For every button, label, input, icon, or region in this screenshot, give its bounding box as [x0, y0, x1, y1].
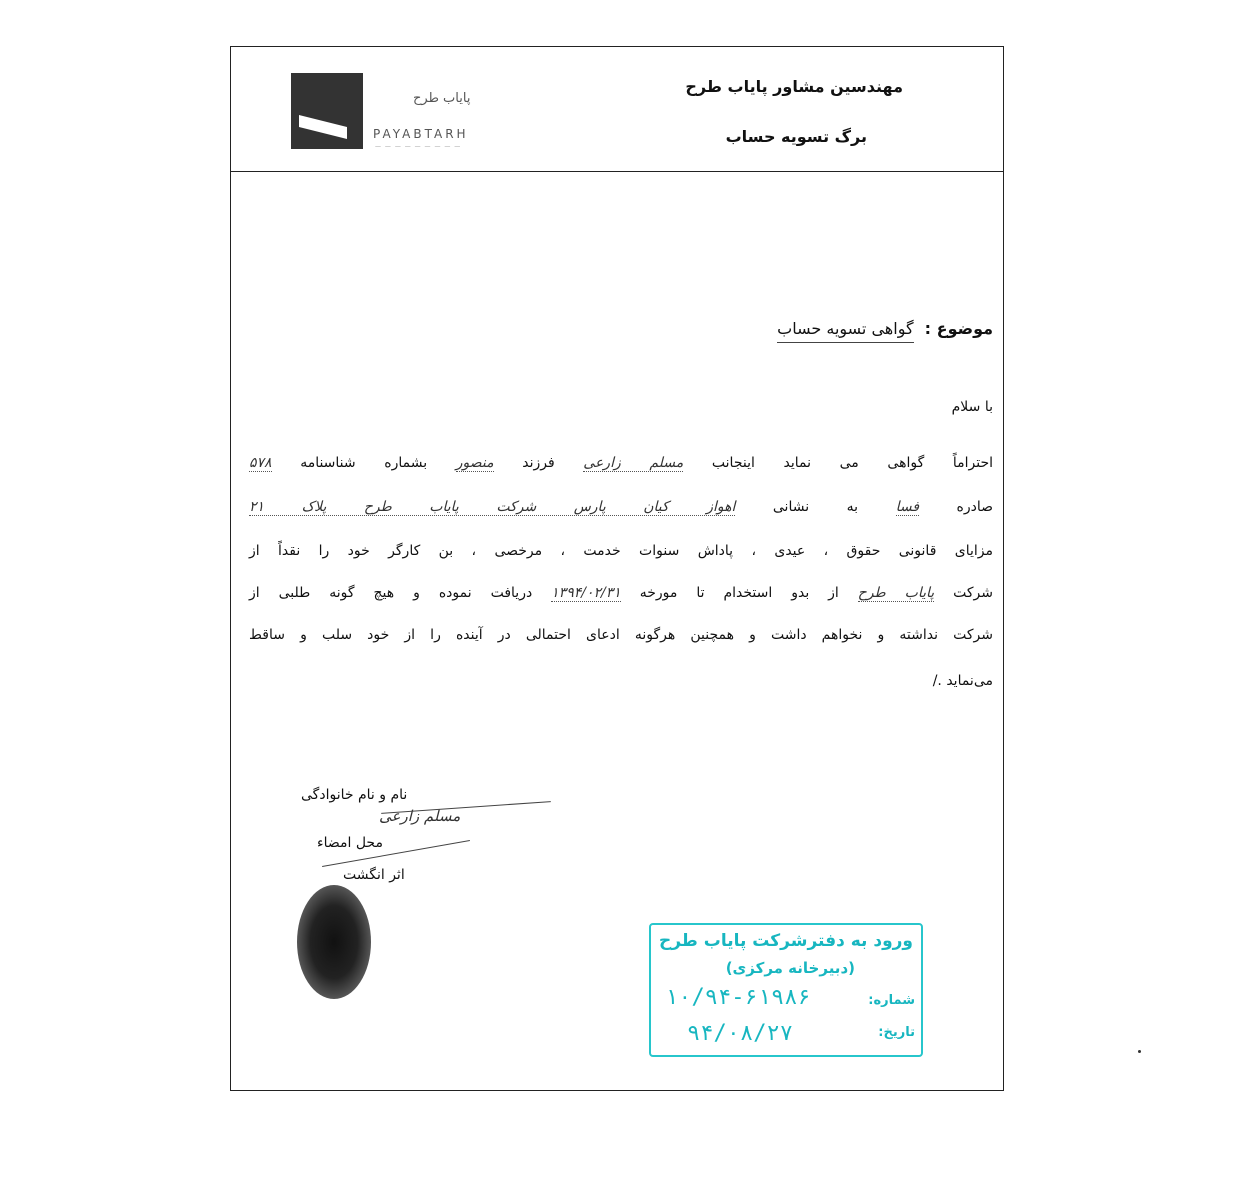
body-line-1 — [249, 455, 993, 471]
payabtarh-logo-icon — [291, 73, 363, 149]
logo-stripe — [299, 115, 347, 139]
letter-sheet — [230, 46, 1004, 1091]
company-name: مهندسین مشاور پایاب طرح — [685, 77, 903, 96]
name-label: نام و نام خانوادگی — [301, 787, 408, 803]
logo-persian-name: پایاب طرح — [413, 91, 471, 106]
logo-tagline: — — — — — — — — — — [375, 143, 462, 150]
fingerprint-label: اثر انگشت — [343, 867, 405, 883]
body-line-4 — [249, 585, 993, 601]
handwritten-company: پایاب طرح — [857, 585, 935, 601]
subject-value: گواهی تسویه حساب — [777, 319, 913, 343]
body-line-2 — [249, 499, 993, 515]
handwritten-address: اهواز کیان پارس شرکت پایاب طرح پلاک ۲۱ — [249, 499, 736, 515]
body-text: از بدو استخدام تا مورخه — [639, 585, 839, 601]
handwritten-id-number: ۵۷۸ — [249, 455, 272, 471]
body-line-3: مزایای قانونی حقوق ، عیدی ، پاداش سنوات خدمت ، مرخصی ، بن کارگر خود را نقداً از — [249, 543, 993, 559]
stamp-date-value: ۹۴/۰۸/۲۷ — [687, 1021, 793, 1046]
stamp-number-label: شماره: — [868, 993, 915, 1008]
subject-label: موضوع : — [924, 319, 993, 338]
stamp-subtitle: (دبیرخانه مرکزی) — [725, 959, 855, 977]
body-text: بشماره شناسنامه — [300, 455, 428, 471]
handwritten-father-name: منصور — [455, 455, 494, 471]
stamp-title: ورود به دفترشرکت پایاب طرح — [658, 931, 913, 951]
body-text: دریافت نموده و هیچ گونه طلبی از — [249, 585, 533, 601]
handwritten-name: مسلم زارعی — [583, 455, 684, 471]
handwritten-signature-name: مسلم زارعی — [379, 807, 461, 825]
stamp-number-value: ۱۰/۹۴-۶۱۹۸۶ — [665, 985, 811, 1010]
body-line-6: می‌نماید ./ — [932, 673, 993, 689]
body-text: احتراماً گواهی می نماید اینجانب — [711, 455, 994, 471]
logo-english-name: PAYABTARH — [373, 127, 469, 141]
registration-stamp — [649, 923, 923, 1057]
scan-speck — [1138, 1050, 1141, 1053]
fingerprint-mark — [297, 885, 371, 999]
body-text: به نشانی — [772, 499, 859, 515]
body-text: صادره — [956, 499, 994, 515]
signature-place-label: محل امضاء — [317, 835, 383, 851]
body-text: فرزند — [522, 455, 555, 471]
body-text: شرکت — [953, 585, 994, 601]
stamp-date-label: تاریخ: — [878, 1025, 915, 1040]
body-line-5: شرکت نداشته و نخواهم داشت و همچنین هرگونه ادعای احتمالی در آینده را از خود سلب و ساقط — [249, 627, 993, 643]
form-title: برگ تسویه حساب — [725, 127, 867, 146]
greeting: با سلام — [951, 399, 993, 415]
handwritten-issue-place: فسا — [895, 499, 920, 515]
subject-line — [777, 319, 993, 338]
handwritten-date: ۱۳۹۴/۰۲/۳۱ — [551, 585, 621, 601]
letter-header — [231, 47, 1003, 172]
